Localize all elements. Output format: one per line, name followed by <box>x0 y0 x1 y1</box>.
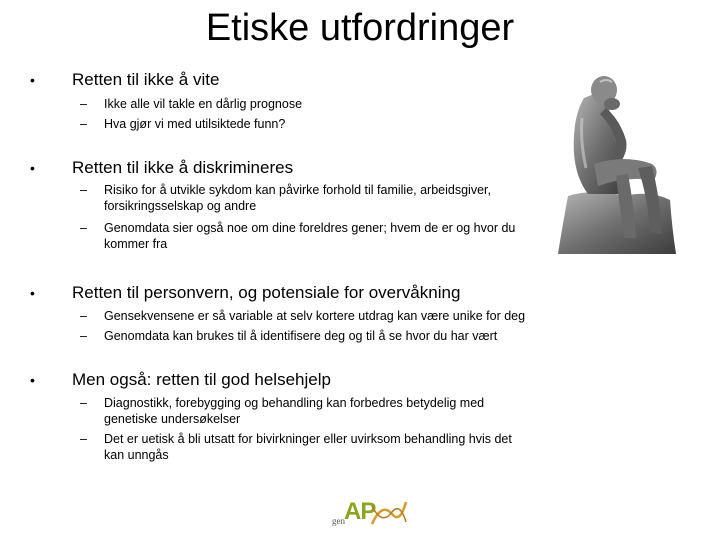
sub-dash: – <box>80 97 87 111</box>
sub-dash: – <box>80 329 87 343</box>
bullet-3-text: Retten til personvern, og potensiale for overvåkning <box>72 283 461 302</box>
bullet-dot: • <box>30 285 35 301</box>
bullet-2-sub-2 <box>80 220 534 252</box>
logo-prefix: gen <box>332 516 345 526</box>
bullet-dot: • <box>30 72 35 88</box>
sub-dash: – <box>80 183 87 197</box>
bullet-2 <box>30 158 294 178</box>
bullet-1-sub-2-text: Hva gjør vi med utilsiktede funn? <box>104 117 286 131</box>
genap-logo <box>330 494 410 534</box>
logo-mark: AP <box>344 498 376 525</box>
bullet-dot: • <box>30 160 35 176</box>
bullet-dot: • <box>30 372 35 388</box>
sub-dash: – <box>80 309 87 323</box>
sub-dash: – <box>80 396 87 410</box>
bullet-2-sub-1 <box>80 182 534 214</box>
bullet-3-sub-1-text: Gensekvensene er så variable at selv kortere utdrag kan være unike for deg <box>104 309 526 323</box>
sub-dash: – <box>80 432 87 446</box>
bullet-4-text: Men også: retten til god helsehjelp <box>72 370 331 389</box>
dna-helix-icon <box>370 498 408 528</box>
bullet-4 <box>30 370 331 390</box>
sub-dash: – <box>80 221 87 235</box>
sub-dash: – <box>80 117 87 131</box>
bullet-4-sub-2 <box>80 431 534 463</box>
slide-title: Etiske utfordringer <box>205 7 515 49</box>
bullet-3 <box>30 283 461 303</box>
thinker-statue-image <box>554 68 680 258</box>
bullet-4-sub-1-text: Diagnostikk, forebygging og behandling kan forbedres betydelig med genetiske undersøkelser <box>104 396 485 426</box>
bullet-1-text: Retten til ikke å vite <box>72 70 220 89</box>
bullet-2-text: Retten til ikke å diskrimineres <box>72 158 294 177</box>
bullet-1 <box>30 70 220 90</box>
bullet-4-sub-2-text: Det er uetisk å bli utsatt for bivirkninger eller uvirksom behandling hvis det kan unngås <box>104 432 512 462</box>
bullet-3-sub-2 <box>80 328 544 344</box>
bullet-1-sub-1 <box>80 96 534 112</box>
bullet-1-sub-2 <box>80 116 534 132</box>
bullet-2-sub-2-text: Genomdata sier også noe om dine foreldres gener; hvem de er og hvor du kommer fra <box>104 221 516 251</box>
bullet-2-sub-1-text: Risiko for å utvikle sykdom kan påvirke forhold til familie, arbeidsgiver, forsikringsselskap og andre <box>104 183 491 213</box>
bullet-1-sub-1-text: Ikke alle vil takle en dårlig prognose <box>104 97 303 111</box>
bullet-4-sub-1 <box>80 395 529 427</box>
bullet-3-sub-1 <box>80 308 544 324</box>
bullet-3-sub-2-text: Genomdata kan brukes til å identifisere deg og til å se hvor du har vært <box>104 329 498 343</box>
